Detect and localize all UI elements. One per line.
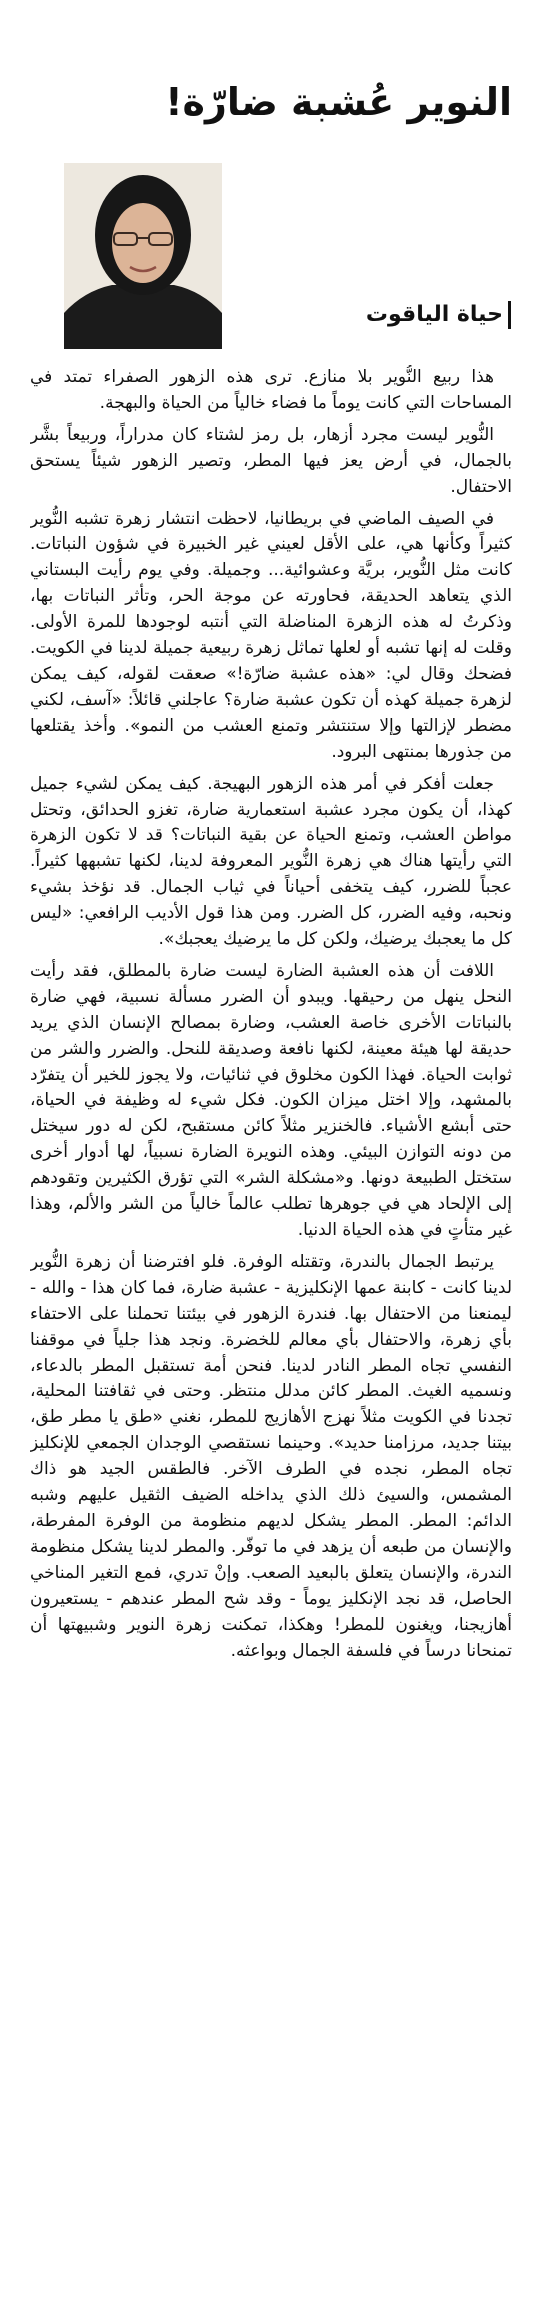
article-paragraph: جعلت أفكر في أمر هذه الزهور البهيجة. كيف يمكن لشيء جميل كهذا، أن يكون مجرد عشبة استعمارية ضارة، تغزو الحدائق، وتحتل مواطن العشب، وتمنع الحياة عن بقية النباتات؟ قد لا تكون الزهرة التي رأيتها هناك هي زهرة النُّوير المعروفة لدينا، لكنها تشبهها كثيراً. عجباً للضرر، كيف يتخفى أحياناً في ثياب الجمال. قد نؤخذ بشيء ونحبه، وفيه الضرر، كل الضرر. ومن هذا قول الأديب الرافعي: «ليس كل ما يعجبك يرضيك، ولكن كل ما يرضيك يعجبك».	[30, 773, 512, 950]
article-title: النوير عُشبة ضارّة!	[165, 80, 512, 125]
article-paragraph: هذا ربيع النُّوير بلا منازع. ترى هذه الزهور الصفراء تمتد في المساحات التي كانت يوماً ما فضاء خالياً من الحياة والبهجة.	[30, 367, 512, 413]
article-body	[30, 365, 512, 2290]
byline-divider	[508, 301, 511, 329]
author-byline	[366, 295, 516, 335]
author-photo	[64, 163, 222, 349]
article-paragraph: اللافت أن هذه العشبة الضارة ليست ضارة بالمطلق، فقد رأيت النحل ينهل من رحيقها. ويبدو أن الضرر مسألة نسبية، فهي ضارة بالنباتات الأخرى خاصة العشب، وضارة بمصالح الإنسان الذي يريد حديقة لها هيئة معينة، لكنها نافعة وصديقة للنحل. والضرر والشر من ثوابت الحياة. فهذا الكون مخلوق في ثنائيات، ولا يجوز للخير أن يتفرّد بالمشهد، وإلا اختل ميزان الكون. فكل شيء له وظيفة في الحياة، حتى أبشع الأشياء. فالخنزير مثلاً كائن مستقبح، لكن له دور سيختل من دونه التوازن البيئي. وهذه النويرة الضارة نسبياً، لها أدوار أخرى ستختل الطبيعة دونها. و«مشكلة الشر» التي تؤرق الكثيرين وتقودهم إلى الإلحاد هي في جوهرها تطلب عالماً خالياً من الشر والألم، وهذا غير متأتٍ في هذه الحياة الدنيا.	[30, 960, 512, 1240]
article-paragraph: النُّوير ليست مجرد أزهار، بل رمز لشتاء كان مدراراً، وربيعاً بشَّر بالجمال، في أرض يعز فيها المطر، وتصير الزهور شيئاً يستحق الاحتفال.	[30, 424, 512, 497]
article-paragraph: يرتبط الجمال بالندرة، وتقتله الوفرة. فلو افترضنا أن زهرة النُّوير لدينا كانت - كابنة عمها الإنكليزية - عشبة ضارة، فما كان هذا - والله - ليمنعنا من الاحتفال بها. فندرة الزهور في بيئتنا تحملنا على الاحتفاء بأي زهرة، والاحتفال بأي معالم للخضرة. ونجد هذا جلياً في موقفنا النفسي تجاه المطر النادر لدينا. فنحن أمة تستقبل المطر بالدعاء، ونسميه الغيث. المطر كائن مدلل منتظر. وحتى في ثقافتنا المحلية، تجدنا في الكويت مثلاً نهزج الأهازيج للمطر، نغني «طق يا مطر طق، بيتنا جديد، مرزامنا حديد». وحينما نستقصي الوجدان الجمعي للإنكليز تجاه المطر، نجده في الطرف الآخر. فالطقس الجيد هو ذاك المشمس، والسيئ ذلك الذي يداخله الضيف الثقيل عليهم وشبه الدائم: المطر. المطر يشكل لديهم منظومة من الوفرة المفرطة، والإنسان من طبعه أن يزهد في ما توفّر. والمطر لدينا يشكل منظومة الندرة، والإنسان يتعلق بالبعيد الصعب. وإنْ تدري، فمع التغير المناخي الحاصل، قد نجد الإنكليز يوماً - وقد شح المطر عندهم - يستعيرون أهازيجنا، ويغنون للمطر! وهكذا، تمكنت زهرة النوير وشبيهتها أن تمنحانا درساً في فلسفة الجمال وبواعثه.	[30, 1251, 512, 1661]
author-name: حياة الياقوت	[365, 302, 503, 327]
author-portrait-image	[64, 163, 222, 349]
article-paragraph: في الصيف الماضي في بريطانيا، لاحظت انتشار زهرة تشبه النُّوير كثيراً وكأنها هي، على الأقل لعيني غير الخبيرة في شؤون النباتات. كانت مثل النُّوير، بريَّة وعشوائية... وجميلة. وفي يوم رأيت البستاني الذي يتعاهد الحديقة، فحاورته عن موجة الحر، وتأثر النباتات بها، وذكرتُ له هذه الزهرة المناضلة التي أنتبه لوجودها للمرة الأولى. وقلت له إنها تشبه أو لعلها تماثل زهرة ربيعية جميلة لدينا في الكويت. فضحك وقال لي: «هذه عشبة ضارّة!» صعقت لقوله، كيف يمكن لزهرة جميلة كهذه أن تكون عشبة ضارة؟ عاجلني قائلاً: «آسف، لكني مضطر لإزالتها وإلا ستنتشر وتمنع العشب من النمو». وأخذ يقتلعها من جذورها بمنتهى البرود.	[30, 508, 512, 762]
